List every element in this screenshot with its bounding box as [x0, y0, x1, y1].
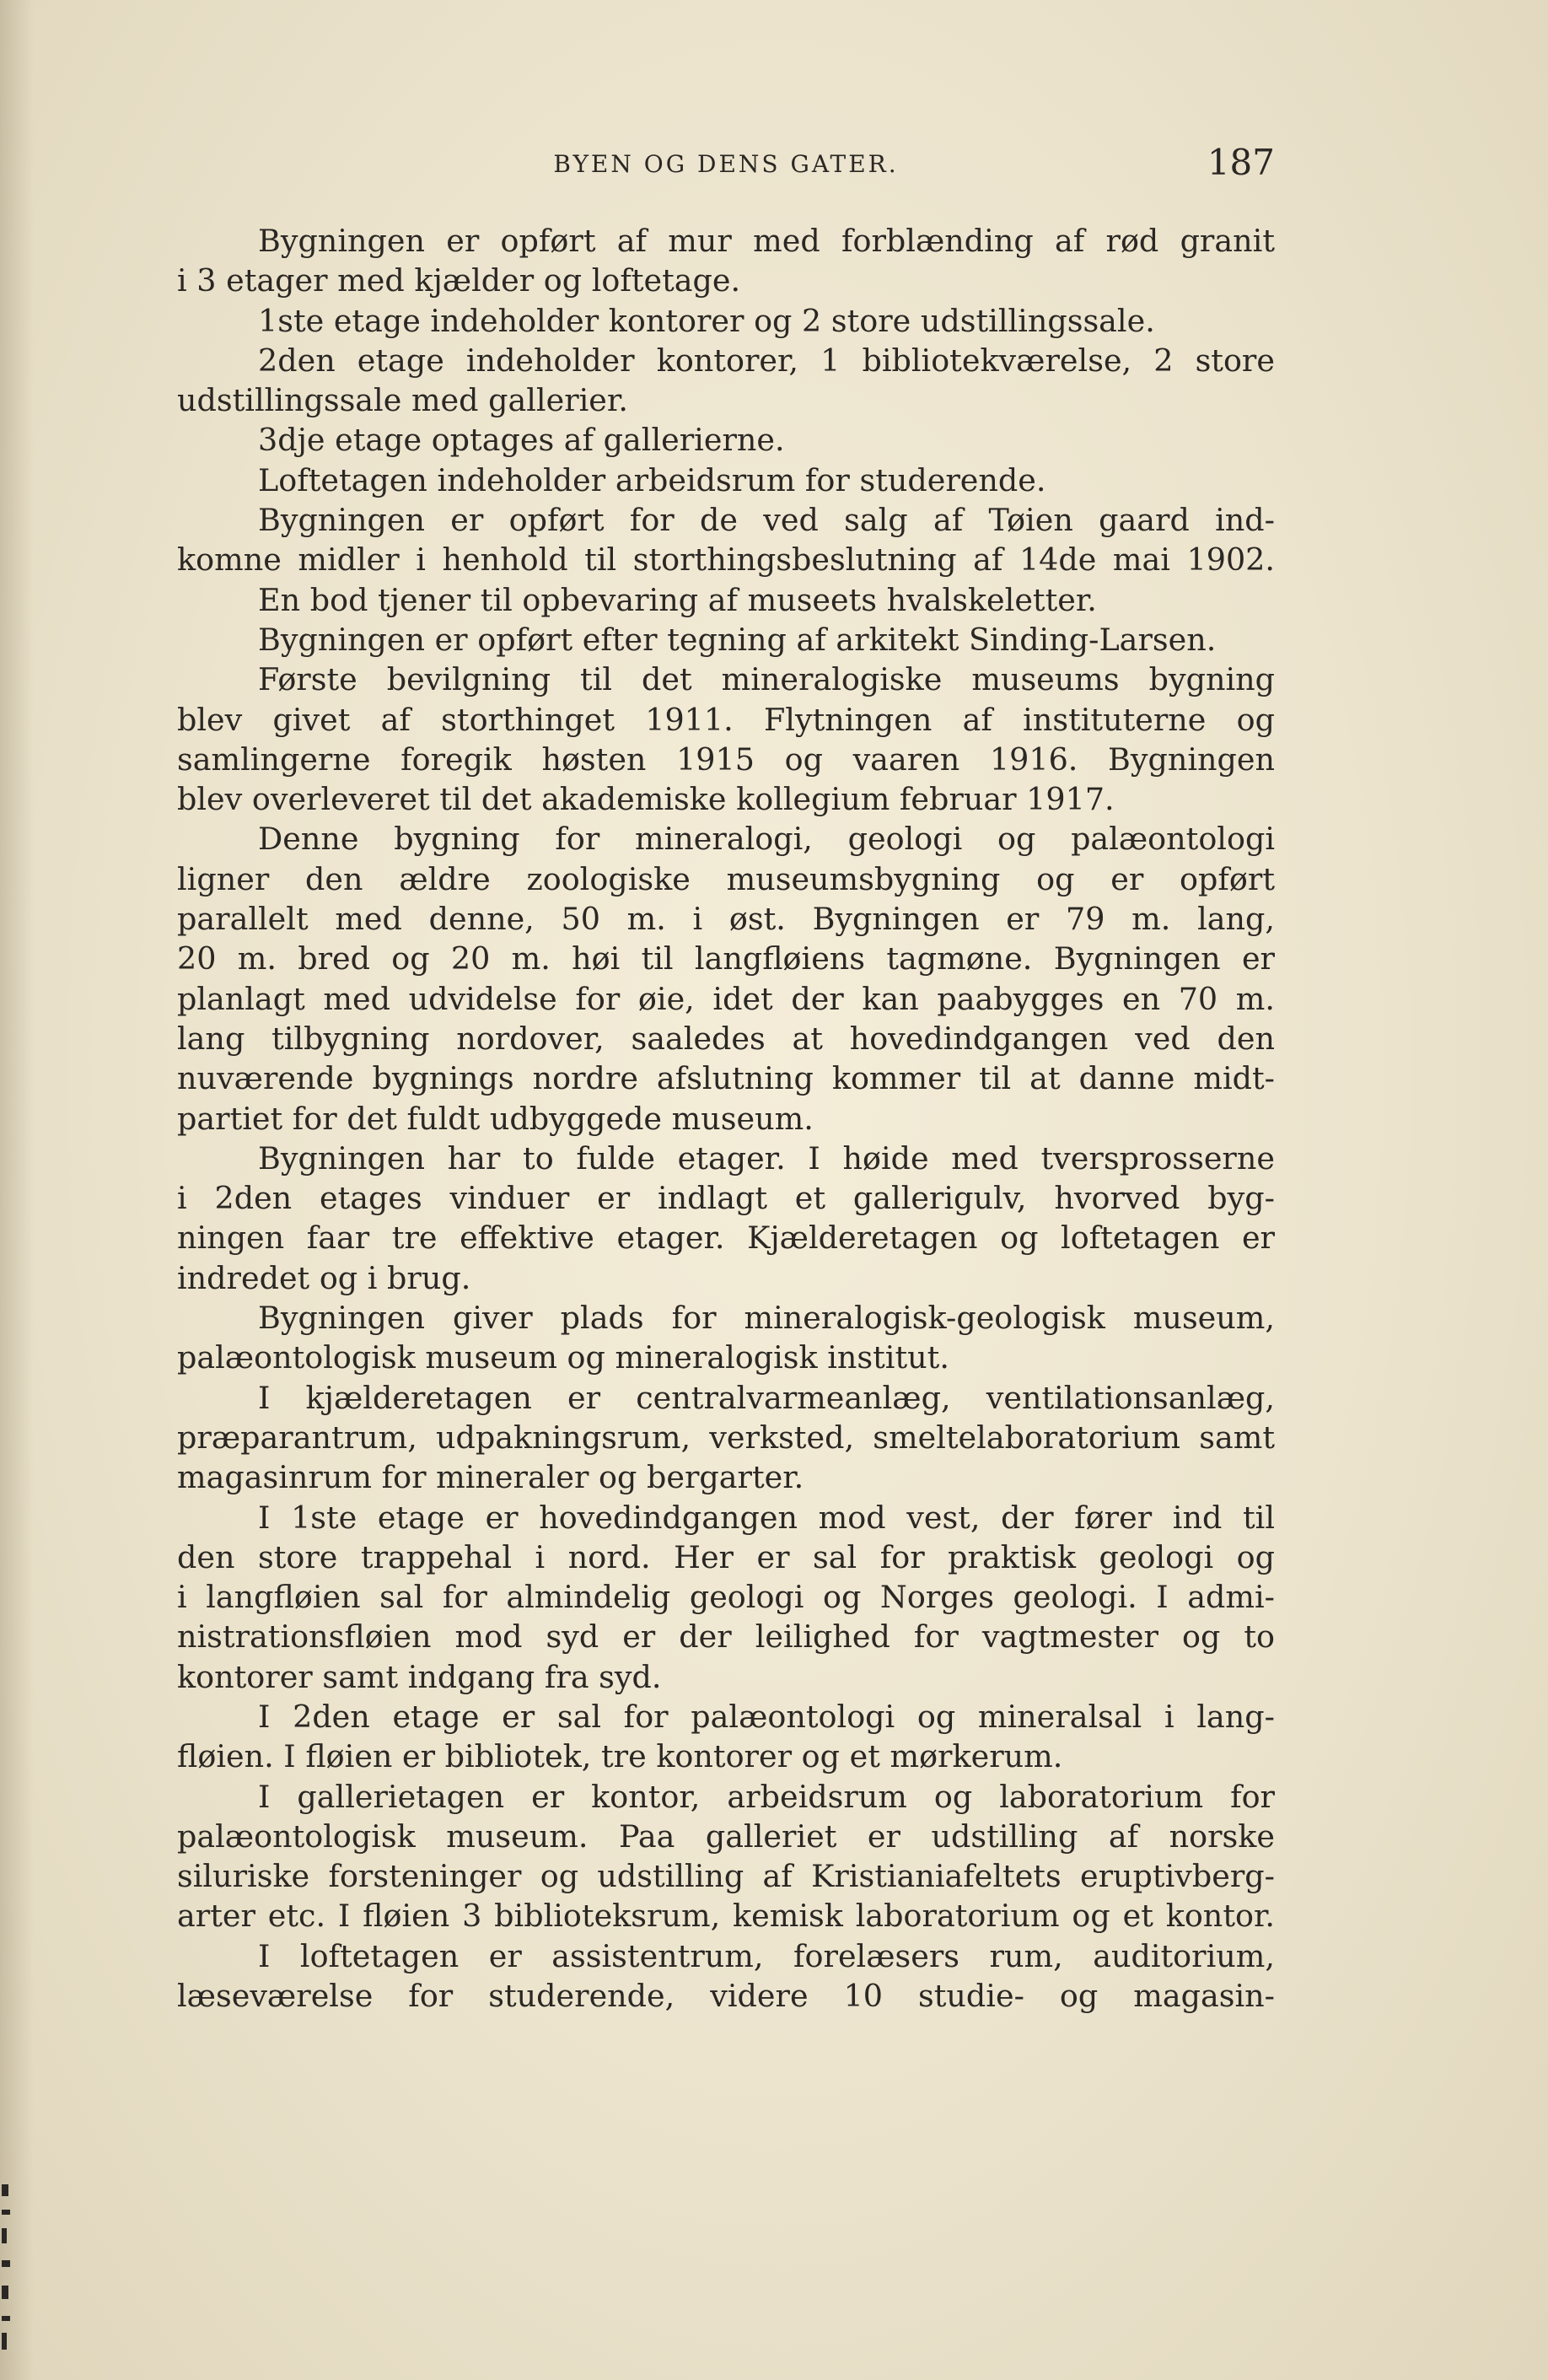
text-line: I gallerietagen er kontor, arbeidsrum og laboratorium for — [258, 1778, 1275, 1815]
text-line: Bygningen er opført for de ved salg af Tøien gaard ind- — [258, 502, 1275, 539]
text-line: Bygningen har to fulde etager. I høide med tversprosserne — [258, 1139, 1275, 1177]
text-line: parallelt med denne, 50 m. i øst. Bygningen er 79 m. lang, — [177, 901, 1275, 938]
text-line: ligner den ældre zoologiske museumsbygning og er opført — [177, 860, 1275, 897]
text-line: 1ste etage indeholder kontorer og 2 store udstillingssale. — [258, 302, 1155, 339]
text-line: præparantrum, udpakningsrum, verksted, smeltelaboratorium samt — [177, 1419, 1275, 1456]
page-header — [177, 142, 1275, 192]
text-line: magasinrum for mineraler og bergarter. — [177, 1459, 804, 1496]
text-line: I loftetagen er assistentrum, forelæsers rum, auditorium, — [258, 1937, 1275, 1974]
text-line: arter etc. I fløien 3 biblioteksrum, kemisk laboratorium og et kontor. — [177, 1898, 1275, 1935]
text-line: udstillingssale med gallerier. — [177, 382, 628, 419]
text-line: I 2den etage er sal for palæontologi og mineralsal i lang- — [258, 1698, 1275, 1735]
text-line: nuværende bygnings nordre afslutning kommer til at danne midt- — [177, 1060, 1275, 1097]
text-line: i 3 etager med kjælder og loftetage. — [177, 262, 741, 299]
text-line: palæontologisk museum og mineralogisk institut. — [177, 1339, 949, 1376]
scan-edge-marks — [2, 2184, 12, 2353]
text-line: komne midler i henhold til storthingsbeslutning af 14de mai 1902. — [177, 541, 1275, 579]
body-text — [177, 221, 1275, 2016]
text-line: blev overleveret til det akademiske kollegium februar 1917. — [177, 781, 1115, 818]
text-line: lang tilbygning nordover, saaledes at hovedindgangen ved den — [177, 1020, 1275, 1057]
text-line: 3dje etage optages af gallerierne. — [258, 422, 785, 459]
text-line: nistrationsfløien mod syd er der leilighed for vagtmester og to — [177, 1618, 1275, 1656]
page-number: 187 — [1207, 142, 1275, 183]
text-line: fløien. I fløien er bibliotek, tre kontorer og et mørkerum. — [177, 1738, 1063, 1775]
text-line: den store trappehal i nord. Her er sal for praktisk geologi og — [177, 1538, 1275, 1575]
page-gutter-shadow — [0, 0, 34, 2380]
text-line: læseværelse for studerende, videre 10 studie- og magasin- — [177, 1978, 1275, 2015]
text-line: Første bevilgning til det mineralogiske museums bygning — [258, 661, 1275, 698]
text-line: I 1ste etage er hovedindgangen mod vest, der fører ind til — [258, 1499, 1275, 1536]
text-line: Bygningen er opført af mur med forblænding af rød granit — [258, 223, 1275, 259]
text-line: palæontologisk museum. Paa galleriet er udstilling af norske — [177, 1817, 1275, 1855]
text-line: i langfløien sal for almindelig geologi og Norges geologi. I admi- — [177, 1579, 1275, 1616]
text-line: I kjælderetagen er centralvarmeanlæg, ventilationsanlæg, — [258, 1379, 1275, 1416]
text-line: planlagt med udvidelse for øie, idet der kan paabygges en 70 m. — [177, 980, 1275, 1017]
text-line: Bygningen giver plads for mineralogisk-geologisk museum, — [258, 1300, 1275, 1337]
text-line: siluriske forsteninger og udstilling af Kristianiafeltets eruptivberg- — [177, 1858, 1275, 1895]
text-line: 20 m. bred og 20 m. høi til langfløiens tagmøne. Bygningen er — [177, 940, 1275, 977]
text-line: Bygningen er opført efter tegning af arkitekt Sinding-Larsen. — [258, 621, 1217, 658]
text-line: samlingerne foregik høsten 1915 og vaaren 1916. Bygningen — [177, 740, 1275, 778]
text-line: i 2den etages vinduer er indlagt et gallerigulv, hvorved byg- — [177, 1180, 1275, 1217]
text-line: Denne bygning for mineralogi, geologi og palæontologi — [258, 821, 1275, 858]
text-line: kontorer samt indgang fra syd. — [177, 1658, 662, 1695]
text-line: blev givet af storthinget 1911. Flytningen af instituterne og — [177, 701, 1275, 738]
text-line: Loftetagen indeholder arbeidsrum for studerende. — [258, 461, 1046, 498]
text-line: 2den etage indeholder kontorer, 1 bibliotekværelse, 2 store — [258, 342, 1275, 379]
text-line: partiet for det fuldt udbyggede museum. — [177, 1100, 814, 1137]
text-line: indredet og i brug. — [177, 1259, 471, 1296]
text-line: En bod tjener til opbevaring af museets hvalskeletter. — [258, 581, 1097, 618]
running-head: BYEN OG DENS GATER. — [553, 150, 899, 178]
text-line: ningen faar tre effektive etager. Kjælderetagen og loftetagen er — [177, 1220, 1275, 1257]
